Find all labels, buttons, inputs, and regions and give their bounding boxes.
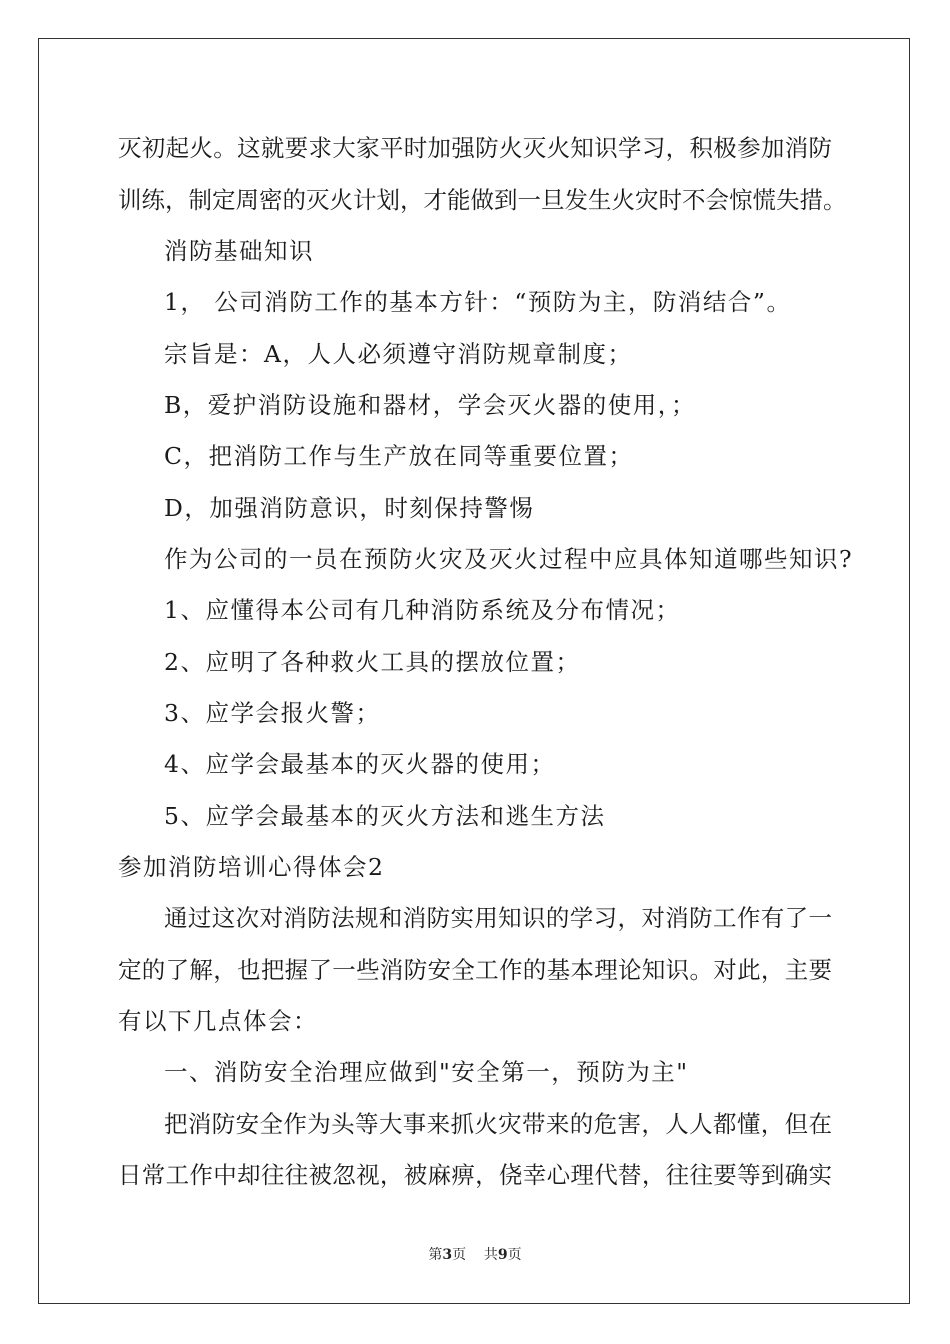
list-item-4: 4、应学会最基本的灭火器的使用； [164, 750, 556, 778]
list-item-5: 5、应学会最基本的灭火方法和逃生方法 [164, 802, 606, 830]
body-line-intro-2: 定的了解，也把握了一些消防安全工作的基本理论知识。对此，主要 [118, 956, 832, 984]
body-line-policy: 1， 公司消防工作的基本方针：“预防为主，防消结合”。 [164, 288, 792, 316]
list-item-1: 1、应懂得本公司有几种消防系统及分布情况； [164, 596, 681, 624]
page-footer [0, 1246, 950, 1264]
footer-mid: 页 共 [452, 1247, 498, 1263]
body-line-intro-1: 通过这次对消防法规和消防实用知识的学习，对消防工作有了一 [164, 904, 832, 932]
list-item-2: 2、应明了各种救火工具的摆放位置； [164, 648, 581, 676]
footer-suffix: 页 [507, 1247, 522, 1263]
body-line-1: 灭初起火。这就要求大家平时加强防火灭火知识学习，积极参加消防 [118, 134, 832, 162]
footer-prefix: 第 [428, 1247, 443, 1263]
body-line-purpose-b: B，爱护消防设施和器材，学会灭火器的使用，； [164, 391, 697, 419]
section-heading-fire-basics: 消防基础知识 [164, 237, 314, 265]
list-item-3: 3、应学会报火警； [164, 699, 381, 727]
body-line-purpose-d: D，加强消防意识，时刻保持警惕 [164, 494, 535, 522]
subheading-safety-first: 一、消防安全治理应做到"安全第一，预防为主" [164, 1058, 689, 1086]
body-line-2: 训练，制定周密的灭火计划，才能做到一旦发生火灾时不会惊慌失措。 [118, 186, 847, 214]
body-line-question: 作为公司的一员在预防火灾及灭火过程中应具体知道哪些知识? [164, 545, 854, 573]
total-pages-number: 9 [497, 1247, 508, 1263]
body-line-purpose-a: 宗旨是：A，人人必须遵守消防规章制度； [164, 340, 633, 368]
article-title-2: 参加消防培训心得体会2 [118, 853, 385, 881]
body-line-para-1: 把消防安全作为头等大事来抓火灾带来的危害，人人都懂，但在 [164, 1110, 832, 1138]
body-line-purpose-c: C，把消防工作与生产放在同等重要位置； [164, 442, 634, 470]
body-line-intro-3: 有以下几点体会： [118, 1007, 318, 1035]
current-page-number: 3 [442, 1247, 453, 1263]
body-line-para-2: 日常工作中却往往被忽视，被麻痹，侥幸心理代替，往往要等到确实 [118, 1161, 832, 1189]
